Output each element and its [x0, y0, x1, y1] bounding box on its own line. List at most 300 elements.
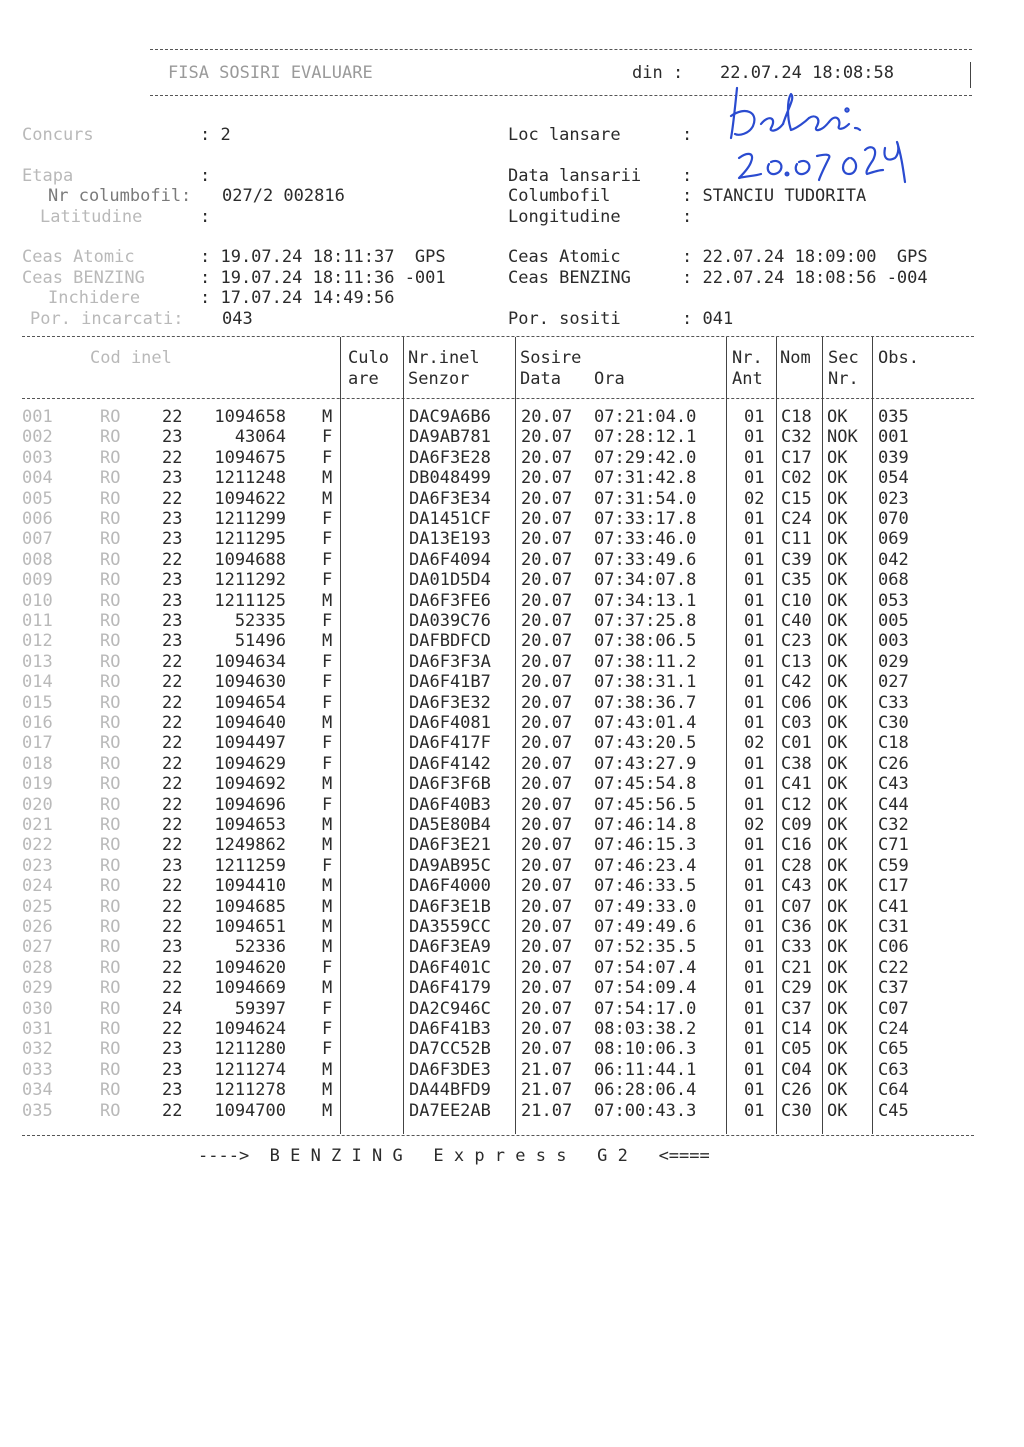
row-sensor: DA6F40B3 [409, 794, 491, 815]
row-index: 033 [22, 1059, 53, 1080]
row-obs: C07 [878, 998, 909, 1019]
row-nom: C11 [781, 529, 812, 550]
row-sensor: DAC9A6B6 [409, 407, 491, 427]
row-sensor: DA7CC52B [409, 1039, 491, 1060]
row-sex: F [322, 855, 333, 876]
row-index: 012 [22, 631, 53, 652]
table-row [0, 1080, 1024, 1101]
table-row [0, 550, 1024, 571]
row-sensor: DA6F3E21 [409, 835, 491, 856]
row-sec-status: OK [827, 998, 848, 1019]
row-year: 22 [162, 447, 183, 468]
row-sex: M [322, 590, 333, 611]
row-nom: C33 [781, 937, 812, 958]
table-row [0, 856, 1024, 877]
header-sec: Sec [828, 348, 859, 368]
table-row [0, 774, 1024, 795]
row-date: 20.07 [521, 488, 573, 509]
row-country: RO [100, 549, 121, 570]
row-index: 031 [22, 1019, 53, 1039]
row-sec-status: OK [827, 835, 848, 856]
row-ring-number: 1094620 [214, 957, 286, 978]
row-year: 22 [162, 672, 183, 693]
row-index: 001 [22, 407, 53, 427]
row-sensor: DB048499 [409, 468, 491, 489]
row-year: 22 [162, 692, 183, 713]
row-ring-number: 1211295 [214, 529, 286, 550]
table-row [0, 652, 1024, 673]
row-sex: F [322, 1019, 333, 1039]
row-sensor: DA6F3F6B [409, 774, 491, 795]
table-row [0, 733, 1024, 754]
row-sex: F [322, 794, 333, 815]
row-index: 020 [22, 794, 53, 815]
row-index: 025 [22, 896, 53, 917]
row-sensor: DA6F3DE3 [409, 1059, 491, 1080]
row-sex: F [322, 957, 333, 978]
table-row [0, 509, 1024, 530]
row-date: 20.07 [521, 631, 573, 652]
row-sec-status: OK [827, 753, 848, 774]
row-index: 011 [22, 611, 53, 631]
table-row [0, 897, 1024, 918]
ceas-benzing-start-value: : 19.07.24 18:11:36 -001 [200, 268, 446, 288]
row-year: 23 [162, 529, 183, 550]
row-obs: C33 [878, 692, 909, 713]
row-time: 07:43:27.9 [594, 753, 697, 774]
row-time: 07:45:54.8 [594, 774, 697, 795]
row-sec-status: OK [827, 488, 848, 509]
row-index: 010 [22, 590, 53, 611]
row-date: 20.07 [521, 957, 573, 978]
row-country: RO [100, 774, 121, 795]
row-antenna: 01 [744, 590, 765, 611]
row-nom: C10 [781, 590, 812, 611]
row-time: 07:54:09.4 [594, 978, 697, 999]
row-sensor: DA6F3E1B [409, 896, 491, 917]
header-nom: Nom [780, 348, 811, 368]
handwritten-signature [725, 78, 935, 188]
row-sec-status: OK [827, 631, 848, 652]
row-sex: F [322, 998, 333, 1019]
row-obs: 005 [878, 611, 909, 631]
row-sensor: DA6F41B7 [409, 672, 491, 693]
row-obs: C63 [878, 1059, 909, 1080]
row-time: 07:31:54.0 [594, 488, 697, 509]
row-sec-status: OK [827, 407, 848, 427]
header-sosire: Sosire [520, 348, 582, 368]
row-sex: F [322, 447, 333, 468]
table-bottom-rule [22, 1135, 974, 1136]
loc-lansare-value: : [682, 125, 693, 145]
row-sec-status: OK [827, 549, 848, 570]
ceas-benzing-start-label: Ceas BENZING [22, 268, 145, 288]
row-index: 018 [22, 753, 53, 774]
row-date: 20.07 [521, 855, 573, 876]
row-obs: 003 [878, 631, 909, 652]
header-culoare: Culo [348, 348, 389, 368]
row-obs: 068 [878, 570, 909, 591]
row-antenna: 01 [744, 835, 765, 856]
por-sositi-value: : 041 [682, 309, 734, 329]
row-obs: 001 [878, 427, 909, 448]
row-obs: 054 [878, 468, 909, 489]
row-ring-number: 1094624 [214, 1019, 286, 1039]
row-sensor: DA6F401C [409, 957, 491, 978]
table-row [0, 468, 1024, 489]
row-nom: C18 [781, 407, 812, 427]
header-nr-inel: Nr.inel [408, 348, 480, 368]
row-country: RO [100, 876, 121, 897]
row-time: 07:45:56.5 [594, 794, 697, 815]
row-time: 07:52:35.5 [594, 937, 697, 958]
row-ring-number: 1094629 [214, 753, 286, 774]
row-index: 034 [22, 1080, 53, 1101]
row-obs: 035 [878, 407, 909, 427]
row-nom: C09 [781, 815, 812, 835]
row-nom: C42 [781, 672, 812, 693]
row-year: 22 [162, 1019, 183, 1039]
row-time: 07:49:49.6 [594, 917, 697, 937]
row-nom: C13 [781, 651, 812, 672]
row-year: 22 [162, 733, 183, 754]
header-ant: Ant [732, 369, 763, 389]
row-date: 20.07 [521, 998, 573, 1019]
row-sec-status: OK [827, 1019, 848, 1039]
report-datetime: 22.07.24 18:08:58 [720, 63, 894, 83]
row-year: 23 [162, 1059, 183, 1080]
row-antenna: 01 [744, 549, 765, 570]
row-time: 07:46:14.8 [594, 815, 697, 835]
row-sex: M [322, 1100, 333, 1121]
row-nom: C29 [781, 978, 812, 999]
row-ring-number: 52335 [234, 611, 286, 631]
row-nom: C02 [781, 468, 812, 489]
row-date: 20.07 [521, 570, 573, 591]
row-antenna: 01 [744, 1080, 765, 1101]
row-ring-number: 1094658 [214, 407, 286, 427]
row-index: 019 [22, 774, 53, 795]
row-obs: C71 [878, 835, 909, 856]
row-year: 22 [162, 978, 183, 999]
row-sensor: DA6F3E28 [409, 447, 491, 468]
row-nom: C07 [781, 896, 812, 917]
row-year: 22 [162, 407, 183, 427]
row-year: 23 [162, 631, 183, 652]
row-country: RO [100, 590, 121, 611]
row-sensor: DA5E80B4 [409, 815, 491, 835]
table-row [0, 611, 1024, 632]
row-nom: C30 [781, 1100, 812, 1121]
row-date: 20.07 [521, 407, 573, 427]
row-date: 20.07 [521, 733, 573, 754]
row-sec-status: OK [827, 529, 848, 550]
row-sec-status: OK [827, 651, 848, 672]
row-ring-number: 59397 [234, 998, 286, 1019]
row-index: 003 [22, 447, 53, 468]
row-time: 07:38:06.5 [594, 631, 697, 652]
row-sensor: DA13E193 [409, 529, 491, 550]
row-sensor: DA3559CC [409, 917, 491, 937]
row-nom: C12 [781, 794, 812, 815]
columbofil-value: : STANCIU TUDORITA [682, 186, 867, 206]
table-row [0, 958, 1024, 979]
row-antenna: 01 [744, 529, 765, 550]
row-ring-number: 1211278 [214, 1080, 286, 1101]
row-index: 008 [22, 549, 53, 570]
row-sec-status: OK [827, 509, 848, 529]
row-sex: M [322, 896, 333, 917]
row-sex: M [322, 713, 333, 733]
table-row [0, 631, 1024, 652]
row-time: 07:54:07.4 [594, 957, 697, 978]
row-time: 07:29:42.0 [594, 447, 697, 468]
row-sensor: DA6F4179 [409, 978, 491, 999]
row-index: 014 [22, 672, 53, 693]
row-year: 23 [162, 590, 183, 611]
row-obs: C64 [878, 1080, 909, 1101]
row-date: 20.07 [521, 1039, 573, 1060]
data-lansarii-label: Data lansarii [508, 166, 642, 186]
row-nom: C35 [781, 570, 812, 591]
row-time: 07:46:33.5 [594, 876, 697, 897]
row-date: 20.07 [521, 447, 573, 468]
row-obs: C17 [878, 876, 909, 897]
row-sex: M [322, 876, 333, 897]
row-date: 20.07 [521, 427, 573, 448]
row-antenna: 01 [744, 611, 765, 631]
row-time: 07:31:42.8 [594, 468, 697, 489]
row-sensor: DAFBDFCD [409, 631, 491, 652]
row-country: RO [100, 509, 121, 529]
row-sensor: DA6F3F3A [409, 651, 491, 672]
document-title: FISA SOSIRI EVALUARE [168, 63, 373, 83]
row-sex: F [322, 549, 333, 570]
row-date: 20.07 [521, 937, 573, 958]
row-sec-status: OK [827, 937, 848, 958]
ceas-atomic-start-label: Ceas Atomic [22, 247, 135, 267]
row-time: 07:37:25.8 [594, 611, 697, 631]
row-ring-number: 1211280 [214, 1039, 286, 1060]
din-label: din : [632, 63, 684, 83]
row-sex: F [322, 651, 333, 672]
row-index: 017 [22, 733, 53, 754]
row-ring-number: 1094700 [214, 1100, 286, 1121]
row-sensor: DA6F41B3 [409, 1019, 491, 1039]
row-sex: M [322, 937, 333, 958]
row-date: 20.07 [521, 549, 573, 570]
row-antenna: 01 [744, 672, 765, 693]
row-sensor: DA6F3E34 [409, 488, 491, 509]
row-antenna: 01 [744, 570, 765, 591]
header-sec-nr: Nr. [828, 369, 859, 389]
table-row [0, 815, 1024, 836]
row-time: 07:34:13.1 [594, 590, 697, 611]
row-sex: M [322, 835, 333, 856]
row-time: 07:33:46.0 [594, 529, 697, 550]
benzing-footer: ----> B E N Z I N G E x p r e s s G 2 <==== [198, 1146, 710, 1166]
row-ring-number: 52336 [234, 937, 286, 958]
header-top-rule [150, 49, 972, 50]
row-date: 20.07 [521, 774, 573, 795]
row-obs: C31 [878, 917, 909, 937]
row-country: RO [100, 896, 121, 917]
row-sensor: DA6F4000 [409, 876, 491, 897]
row-sensor: DA6F3FE6 [409, 590, 491, 611]
row-sex: M [322, 468, 333, 489]
row-antenna: 01 [744, 427, 765, 448]
row-ring-number: 1094669 [214, 978, 286, 999]
row-index: 009 [22, 570, 53, 591]
row-nom: C43 [781, 876, 812, 897]
row-time: 06:11:44.1 [594, 1059, 697, 1080]
row-antenna: 01 [744, 1039, 765, 1060]
row-country: RO [100, 794, 121, 815]
row-ring-number: 1094696 [214, 794, 286, 815]
row-nom: C28 [781, 855, 812, 876]
row-country: RO [100, 651, 121, 672]
row-ring-number: 1094640 [214, 713, 286, 733]
row-nom: C37 [781, 998, 812, 1019]
row-antenna: 01 [744, 794, 765, 815]
row-country: RO [100, 835, 121, 856]
row-ring-number: 1249862 [214, 835, 286, 856]
row-obs: C44 [878, 794, 909, 815]
row-time: 08:10:06.3 [594, 1039, 697, 1060]
row-index: 028 [22, 957, 53, 978]
row-sex: F [322, 733, 333, 754]
row-country: RO [100, 937, 121, 958]
table-row [0, 489, 1024, 510]
table-row [0, 999, 1024, 1020]
row-ring-number: 1094685 [214, 896, 286, 917]
row-country: RO [100, 998, 121, 1019]
row-time: 07:38:31.1 [594, 672, 697, 693]
ceas-benzing-end-value: : 22.07.24 18:08:56 -004 [682, 268, 928, 288]
header-cod-inel: Cod inel [90, 348, 172, 368]
row-antenna: 01 [744, 651, 765, 672]
row-year: 23 [162, 1039, 183, 1060]
row-time: 07:43:20.5 [594, 733, 697, 754]
row-time: 07:46:15.3 [594, 835, 697, 856]
row-obs: C32 [878, 815, 909, 835]
table-row [0, 1019, 1024, 1040]
row-index: 021 [22, 815, 53, 835]
row-sec-status: OK [827, 1100, 848, 1121]
row-index: 007 [22, 529, 53, 550]
row-sec-status: OK [827, 713, 848, 733]
por-incarcati-value: 043 [222, 309, 253, 329]
row-index: 035 [22, 1100, 53, 1121]
row-nom: C05 [781, 1039, 812, 1060]
header-obs: Obs. [878, 348, 919, 368]
row-index: 027 [22, 937, 53, 958]
table-row [0, 407, 1024, 428]
row-time: 07:43:01.4 [594, 713, 697, 733]
row-time: 08:03:38.2 [594, 1019, 697, 1039]
loc-lansare-label: Loc lansare [508, 125, 621, 145]
row-country: RO [100, 1059, 121, 1080]
row-country: RO [100, 917, 121, 937]
row-country: RO [100, 529, 121, 550]
row-date: 21.07 [521, 1059, 573, 1080]
etapa-label: Etapa [22, 166, 74, 186]
table-row [0, 570, 1024, 591]
row-country: RO [100, 611, 121, 631]
ceas-benzing-end-label: Ceas BENZING [508, 268, 631, 288]
row-country: RO [100, 427, 121, 448]
row-sex: M [322, 1080, 333, 1101]
row-index: 016 [22, 713, 53, 733]
row-nom: C01 [781, 733, 812, 754]
row-antenna: 02 [744, 733, 765, 754]
row-sec-status: OK [827, 447, 848, 468]
row-year: 23 [162, 1080, 183, 1101]
row-ring-number: 1094630 [214, 672, 286, 693]
row-index: 022 [22, 835, 53, 856]
latitudine-label: Latitudine [40, 207, 143, 227]
row-antenna: 02 [744, 488, 765, 509]
table-row [0, 835, 1024, 856]
row-ring-number: 1211292 [214, 570, 286, 591]
row-obs: 053 [878, 590, 909, 611]
ceas-atomic-start-value: : 19.07.24 18:11:37 GPS [200, 247, 446, 267]
row-index: 023 [22, 855, 53, 876]
row-time: 07:49:33.0 [594, 896, 697, 917]
table-top-rule [22, 336, 974, 337]
row-year: 22 [162, 713, 183, 733]
row-sec-status: OK [827, 978, 848, 999]
table-row [0, 876, 1024, 897]
row-index: 004 [22, 468, 53, 489]
row-time: 07:54:17.0 [594, 998, 697, 1019]
row-obs: 039 [878, 447, 909, 468]
row-antenna: 01 [744, 774, 765, 795]
row-sex: F [322, 509, 333, 529]
row-country: RO [100, 713, 121, 733]
row-index: 005 [22, 488, 53, 509]
row-index: 030 [22, 998, 53, 1019]
row-sex: F [322, 529, 333, 550]
nr-columbofil-label: Nr columbofil: [48, 186, 192, 206]
row-sensor: DA6F4142 [409, 753, 491, 774]
row-sensor: DA9AB95C [409, 855, 491, 876]
row-sec-status: OK [827, 794, 848, 815]
row-country: RO [100, 447, 121, 468]
row-country: RO [100, 815, 121, 835]
row-ring-number: 1094410 [214, 876, 286, 897]
row-date: 20.07 [521, 713, 573, 733]
row-year: 22 [162, 774, 183, 795]
concurs-label: Concurs [22, 125, 94, 145]
row-date: 20.07 [521, 753, 573, 774]
row-obs: 029 [878, 651, 909, 672]
row-nom: C17 [781, 447, 812, 468]
table-row [0, 591, 1024, 612]
row-antenna: 01 [744, 447, 765, 468]
row-sex: F [322, 672, 333, 693]
row-country: RO [100, 672, 121, 693]
row-country: RO [100, 1019, 121, 1039]
row-year: 22 [162, 794, 183, 815]
row-sex: F [322, 570, 333, 591]
row-country: RO [100, 468, 121, 489]
row-nom: C32 [781, 427, 812, 448]
row-obs: C18 [878, 733, 909, 754]
table-row [0, 937, 1024, 958]
row-antenna: 02 [744, 815, 765, 835]
table-row [0, 529, 1024, 550]
